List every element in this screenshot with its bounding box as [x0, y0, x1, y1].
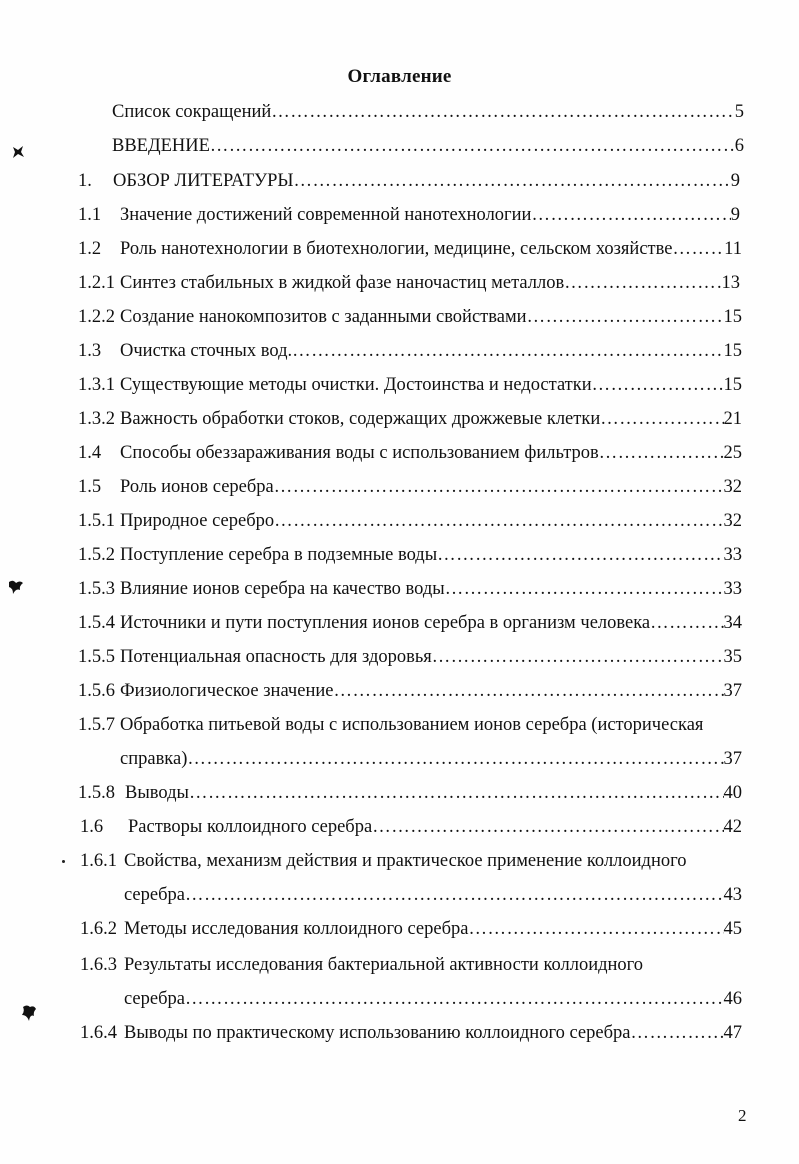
toc-entry[interactable] — [78, 781, 742, 805]
toc-page-number: 15 — [723, 375, 742, 395]
toc-entry-continuation[interactable] — [120, 747, 742, 771]
toc-entry-label: Обработка питьевой воды с использованием ионов серебра (историческая — [120, 715, 704, 735]
dot-leader — [294, 169, 731, 193]
toc-entry[interactable] — [78, 577, 742, 601]
dot-leader — [650, 611, 723, 635]
toc-entry-continuation[interactable] — [124, 883, 742, 907]
toc-page-number: 32 — [723, 477, 742, 497]
dot-leader — [185, 883, 724, 907]
dot-leader — [600, 407, 723, 431]
toc-page-number: 37 — [723, 749, 742, 769]
toc-entry-label: ОБЗОР ЛИТЕРАТУРЫ — [113, 171, 294, 191]
toc-entry-label: Значение достижений современной нанотехнологии — [120, 205, 532, 225]
toc-entry[interactable] — [78, 611, 742, 635]
toc-entry-number: 1.3.1 — [78, 375, 115, 395]
toc-entry[interactable] — [78, 271, 740, 295]
toc-page-number: 33 — [723, 545, 742, 565]
scan-blot-icon — [20, 1003, 38, 1023]
toc-entry[interactable] — [80, 849, 744, 873]
toc-entry-label: Влияние ионов серебра на качество воды — [120, 579, 445, 599]
toc-page-number: 47 — [723, 1023, 742, 1043]
toc-page-number: 45 — [723, 919, 742, 939]
dot-leader — [185, 987, 724, 1011]
toc-entry-number: 1.5 — [78, 477, 102, 497]
toc-entry-number: 1.1 — [78, 205, 102, 225]
toc-entry-label: Создание нанокомпозитов с заданными свойствами — [120, 307, 527, 327]
toc-entry-label: Список сокращений — [112, 102, 272, 122]
toc-entry-label: Существующие методы очистки. Достоинства и недостатки — [120, 375, 592, 395]
toc-page-number: 21 — [723, 409, 742, 429]
toc-entry-label: Свойства, механизм действия и практическое применение коллоидного — [124, 851, 687, 871]
toc-entry[interactable] — [78, 203, 740, 227]
toc-page-number: 34 — [723, 613, 742, 633]
toc-entry[interactable] — [112, 134, 744, 158]
toc-page-number: 5 — [734, 102, 744, 122]
toc-entry-number: 1.2 — [78, 239, 102, 259]
toc-entry[interactable] — [78, 543, 742, 567]
toc-entry-number: 1.5.3 — [78, 579, 115, 599]
toc-page-number: 6 — [734, 136, 744, 156]
toc-entry[interactable] — [78, 713, 742, 737]
toc-entry-label: Методы исследования коллоидного серебра — [124, 919, 469, 939]
toc-entry-number: 1.5.2 — [78, 545, 115, 565]
toc-entry-label: Роль ионов серебра — [120, 477, 274, 497]
toc-entry[interactable] — [78, 339, 742, 363]
toc-entry-number: 1.6.1 — [80, 851, 117, 871]
dot-leader — [630, 1021, 723, 1045]
toc-entry-number: 1.6.2 — [80, 919, 117, 939]
toc-entry-label: Роль нанотехнологии в биотехнологии, медицине, сельском хозяйстве — [120, 239, 673, 259]
toc-entry-number: 1.6.3 — [80, 955, 117, 975]
dot-leader — [189, 781, 724, 805]
dot-leader — [527, 305, 724, 329]
toc-entry[interactable] — [78, 305, 742, 329]
toc-entry-number: 1.5.4 — [78, 613, 115, 633]
scan-speck — [62, 860, 65, 863]
toc-entry[interactable] — [78, 373, 742, 397]
toc-entry[interactable] — [80, 953, 744, 977]
toc-page-number: 32 — [723, 511, 742, 531]
toc-entry-label: Выводы — [125, 783, 189, 803]
toc-entry-label: Способы обеззараживания воды с использованием фильтров — [120, 443, 599, 463]
toc-entry[interactable] — [80, 815, 742, 839]
toc-page-number: 9 — [730, 171, 740, 191]
toc-page-number: 13 — [721, 273, 740, 293]
toc-page-number: 35 — [723, 647, 742, 667]
toc-page-number: 46 — [723, 989, 742, 1009]
toc-entry-number: 1.5.1 — [78, 511, 115, 531]
toc-entry[interactable] — [78, 169, 740, 193]
dot-leader — [210, 134, 735, 158]
page-title: Оглавление — [347, 66, 452, 87]
toc-page-number: 15 — [723, 307, 742, 327]
toc-entry[interactable] — [112, 100, 744, 124]
toc-entry-number: 1.3.2 — [78, 409, 115, 429]
toc-entry-label: Результаты исследования бактериальной активности коллоидного — [124, 955, 644, 975]
dot-leader — [564, 271, 721, 295]
toc-entry-number: 1. — [78, 171, 92, 191]
toc-entry-label: Природное серебро — [120, 511, 275, 531]
toc-entry-number: 1.3 — [78, 341, 102, 361]
toc-entry-label: Потенциальная опасность для здоровья — [120, 647, 432, 667]
toc-entry[interactable] — [78, 441, 742, 465]
toc-entry[interactable] — [80, 1021, 742, 1045]
dot-leader — [274, 509, 723, 533]
toc-page-number: 33 — [723, 579, 742, 599]
toc-entry-label: Синтез стабильных в жидкой фазе наночастиц металлов — [120, 273, 565, 293]
dot-leader — [599, 441, 724, 465]
dot-leader — [271, 100, 734, 124]
scan-blot-icon — [7, 578, 25, 596]
toc-entry-label: Выводы по практическому использованию коллоидного серебра — [124, 1023, 631, 1043]
toc-page-number: 15 — [723, 341, 742, 361]
toc-entry[interactable] — [78, 237, 742, 261]
toc-entry-number: 1.5.7 — [78, 715, 115, 735]
toc-entry-number: 1.5.5 — [78, 647, 115, 667]
scan-blot-icon — [10, 144, 26, 160]
toc-entry-label: Очистка сточных вод. — [120, 341, 293, 361]
toc-entry-label: Источники и пути поступления ионов серебра в организм человека — [120, 613, 651, 633]
toc-entry[interactable] — [78, 679, 742, 703]
dot-leader — [592, 373, 724, 397]
toc-entry-number: 1.5.6 — [78, 681, 115, 701]
toc-entry-number: 1.5.8 — [78, 783, 115, 803]
dot-leader — [187, 747, 723, 771]
toc-entry-label: Растворы коллоидного серебра — [128, 817, 373, 837]
toc-page-number: 42 — [723, 817, 742, 837]
toc-page-number: 11 — [724, 239, 742, 259]
toc-entry-label-continued: серебра — [124, 885, 185, 905]
dot-leader — [468, 917, 723, 941]
toc-entry-number: 1.2.1 — [78, 273, 115, 293]
dot-leader — [531, 203, 730, 227]
toc-page-number: 37 — [723, 681, 742, 701]
dot-leader — [432, 645, 724, 669]
toc-entry-number: 1.6 — [80, 817, 104, 837]
dot-leader — [333, 679, 723, 703]
footer-page-number: 2 — [738, 1106, 747, 1125]
toc-entry[interactable] — [78, 645, 742, 669]
toc-entry[interactable] — [78, 475, 742, 499]
dot-leader — [292, 339, 723, 363]
toc-entry[interactable] — [78, 509, 742, 533]
dot-leader — [274, 475, 724, 499]
toc-page-number: 9 — [730, 205, 740, 225]
toc-page-number: 40 — [723, 783, 742, 803]
toc-entry-label-continued: справка) — [120, 749, 188, 769]
toc-page-number: 25 — [723, 443, 742, 463]
toc-entry-number: 1.4 — [78, 443, 102, 463]
toc-entry-number: 1.2.2 — [78, 307, 115, 327]
toc-entry-label: Важность обработки стоков, содержащих дрожжевые клетки — [120, 409, 601, 429]
dot-leader — [445, 577, 724, 601]
toc-entry-label: ВВЕДЕНИЕ — [112, 136, 210, 156]
dot-leader — [672, 237, 724, 261]
toc-entry[interactable] — [80, 917, 742, 941]
dot-leader — [437, 543, 723, 567]
toc-entry[interactable] — [78, 407, 742, 431]
toc-page-number: 43 — [723, 885, 742, 905]
dot-leader — [372, 815, 723, 839]
toc-entry-number: 1.6.4 — [80, 1023, 117, 1043]
toc-entry-label: Физиологическое значение — [120, 681, 334, 701]
toc-entry-label-continued: серебра — [124, 989, 185, 1009]
toc-entry-continuation[interactable] — [124, 987, 742, 1011]
toc-entry-label: Поступление серебра в подземные воды — [120, 545, 438, 565]
